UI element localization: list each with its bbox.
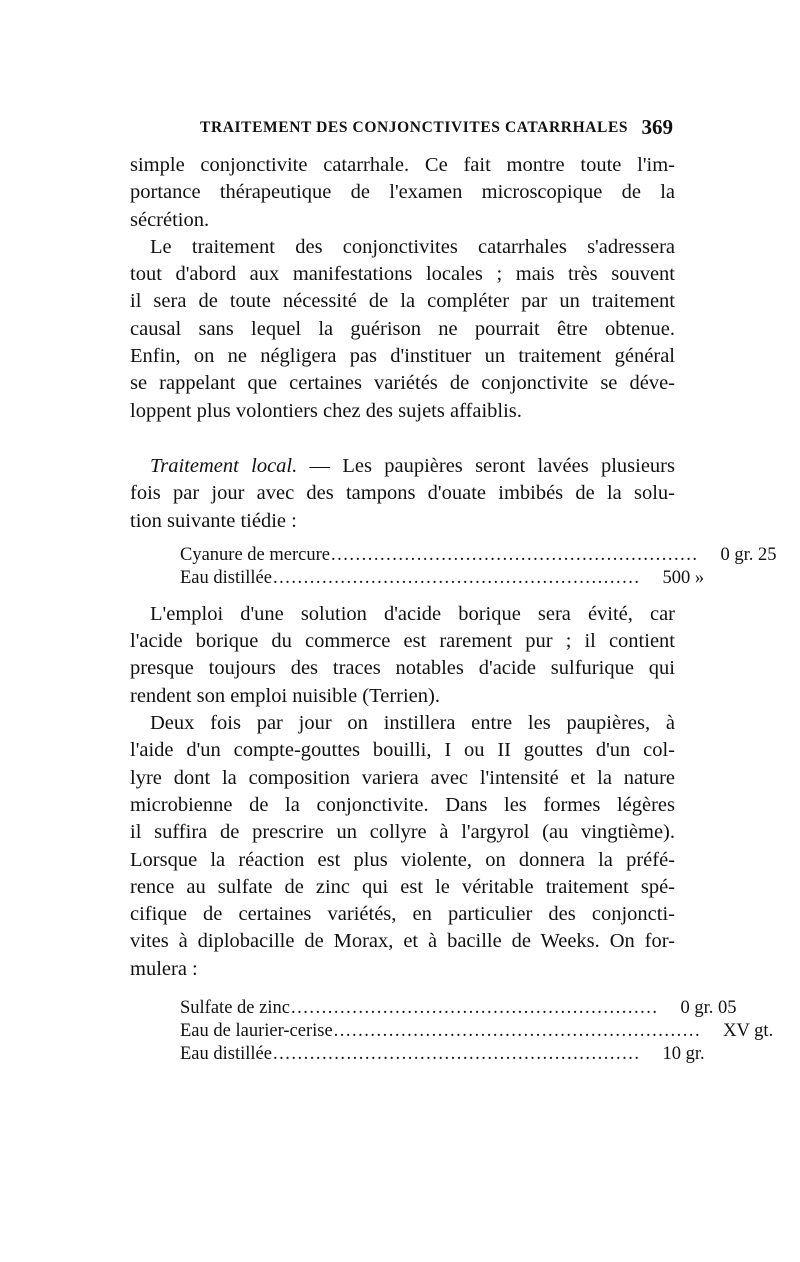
prescription bbox=[180, 997, 774, 1066]
leader-dots: ............................................................ bbox=[272, 1044, 641, 1065]
prescription-row bbox=[180, 567, 705, 590]
prescription-row bbox=[180, 1043, 705, 1066]
leader-dots: ............................................................ bbox=[330, 544, 699, 565]
text-line: presque toujours des traces notables d'acide sulfurique qui bbox=[130, 657, 675, 680]
section-heading: Traitement local. bbox=[150, 454, 298, 477]
text-line bbox=[130, 453, 675, 480]
text-line: l'aide d'un compte-gouttes bouilli, I ou II gouttes d'un col- bbox=[130, 739, 675, 762]
text-line: rence au sulfate de zinc qui est le véritable traitement spé- bbox=[130, 875, 675, 898]
text-line: il suffira de prescrire un collyre à l'argyrol (au vingtième). bbox=[130, 821, 675, 844]
ingredient-name: Eau de laurier-cerise bbox=[180, 1021, 333, 1042]
text-line: mulera : bbox=[130, 957, 198, 980]
text-line: L'emploi d'une solution d'acide borique sera évité, car bbox=[150, 602, 675, 625]
body-text bbox=[130, 152, 777, 1066]
text-line: fois par jour avec des tampons d'ouate imbibés de la solu- bbox=[130, 482, 675, 505]
ingredient-name: Eau distillée bbox=[180, 567, 272, 588]
text-line: vites à diplobacille de Morax, et à bacille de Weeks. On for- bbox=[130, 930, 675, 953]
leader-dots: ............................................................ bbox=[333, 1021, 702, 1042]
leader-dots: ............................................................ bbox=[272, 567, 641, 588]
text-line: lyre dont la composition variera avec l'intensité et la nature bbox=[130, 766, 675, 789]
ingredient-quantity: XV gt. bbox=[723, 1021, 774, 1042]
text-line: tout d'abord aux manifestations locales ; mais très souvent bbox=[130, 263, 675, 286]
text-line: loppent plus volontiers chez des sujets affaiblis. bbox=[130, 399, 522, 422]
ingredient-quantity: 500 » bbox=[662, 567, 705, 588]
ingredient-quantity: 0 gr. 25 bbox=[720, 544, 777, 565]
text-line: portance thérapeutique de l'examen microscopique de la bbox=[130, 181, 675, 204]
prescription-row bbox=[180, 1020, 774, 1043]
ingredient-name: Sulfate de zinc bbox=[180, 998, 290, 1019]
prescription-row bbox=[180, 544, 777, 567]
text-line: il sera de toute nécessité de la compléter par un traitement bbox=[130, 290, 675, 313]
text-line: simple conjonctivite catarrhale. Ce fait montre toute l'im- bbox=[130, 154, 675, 176]
prescription bbox=[180, 544, 777, 590]
text-line: tion suivante tiédie : bbox=[130, 509, 297, 532]
text-line: Le traitement des conjonctivites catarrhales s'adressera bbox=[150, 235, 675, 258]
running-head bbox=[130, 115, 675, 145]
ingredient-name: Cyanure de mercure bbox=[180, 544, 330, 565]
text-line: l'acide borique du commerce est rarement pur ; il contient bbox=[130, 630, 675, 653]
text-line: se rappelant que certaines variétés de conjonctivite se déve- bbox=[130, 372, 675, 395]
text-line: cifique de certaines variétés, en particulier des conjoncti- bbox=[130, 903, 675, 926]
text-line: rendent son emploi nuisible (Terrien). bbox=[130, 684, 440, 707]
text-line: causal sans lequel la guérison ne pourrait être obtenue. bbox=[130, 317, 675, 340]
text-run: — Les paupières seront lavées plusieurs bbox=[297, 454, 675, 477]
ingredient-quantity: 10 gr. bbox=[662, 1044, 705, 1065]
page-number: 369 bbox=[641, 115, 673, 139]
text-line: sécrétion. bbox=[130, 208, 210, 231]
prescription-row bbox=[180, 997, 737, 1020]
text-line: Enfin, on ne négligera pas d'instituer un traitement général bbox=[130, 345, 675, 368]
text-line: Deux fois par jour on instillera entre les paupières, à bbox=[150, 712, 675, 735]
section-gap bbox=[130, 425, 675, 453]
leader-dots: ............................................................ bbox=[290, 998, 659, 1019]
text-line: microbienne de la conjonctivite. Dans les formes légères bbox=[130, 793, 675, 816]
ingredient-name: Eau distillée bbox=[180, 1044, 272, 1065]
running-title: TRAITEMENT DES CONJONCTIVITES CATARRHALES bbox=[200, 119, 629, 136]
text-line: Lorsque la réaction est plus violente, on donnera la préfé- bbox=[130, 848, 675, 871]
ingredient-quantity: 0 gr. 05 bbox=[680, 998, 737, 1019]
